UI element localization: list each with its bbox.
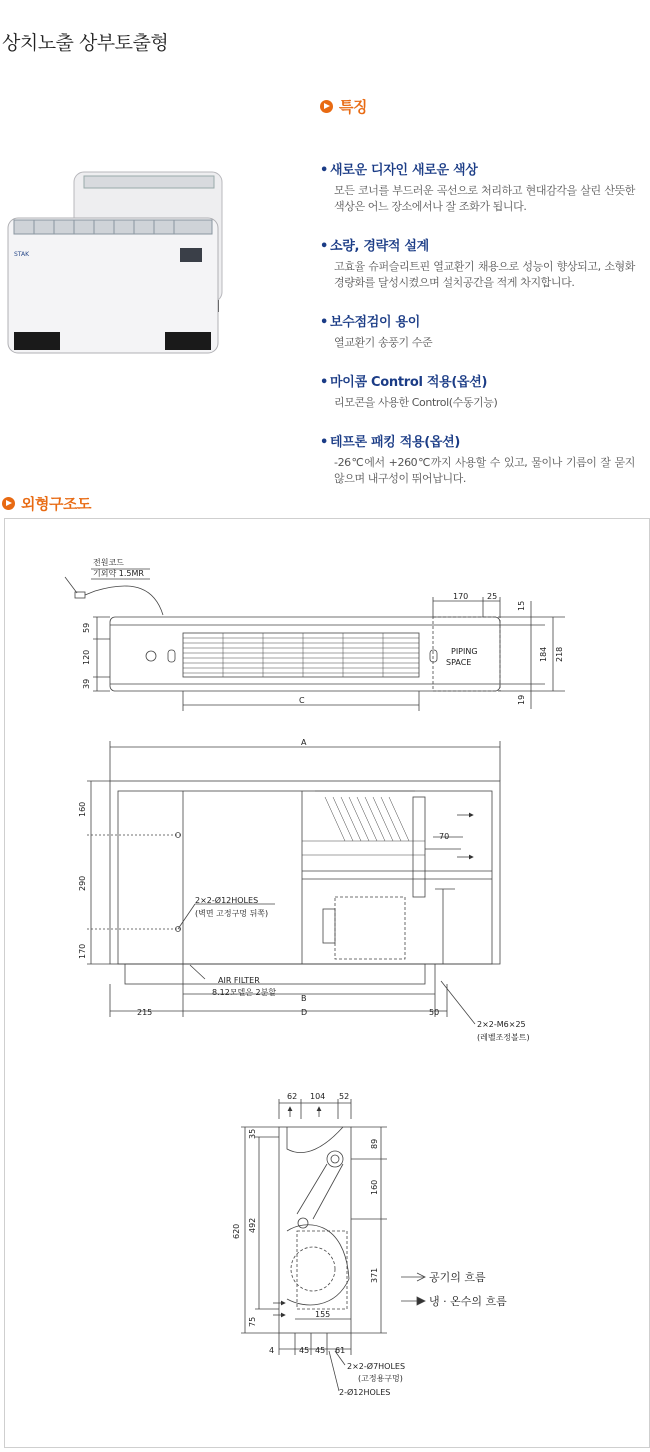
arrow-right-icon xyxy=(2,497,15,510)
dim-label: D xyxy=(301,1008,308,1017)
feature-item: • 마이콤 Control 적용(옵션) 리모콘을 사용한 Control(수동기능) xyxy=(320,371,635,411)
outline-heading xyxy=(2,493,91,514)
dim-label: 기외약 1.5MR xyxy=(93,569,144,578)
feature-desc: 고효율 슈퍼슬리트핀 열교환기 채용으로 성능이 향상되고, 소형화 경량화를 달성시켰으며 설치공간을 적게 차지합니다. xyxy=(334,260,635,289)
dim-label: 8.12모델은 2분할 xyxy=(212,988,277,997)
features-heading-label: 특징 xyxy=(339,98,367,116)
feature-item: • 소량, 경략적 설계 고효율 슈퍼슬리트핀 열교환기 채용으로 성능이 향상되고, 소형화 경량화를 달성시켰으며 설치공간을 적게 차지합니다. xyxy=(320,239,635,289)
dim-label: 전원코드 xyxy=(93,558,124,567)
dim-label: AIR FILTER xyxy=(218,976,260,985)
dim-label: 35 xyxy=(248,1128,257,1139)
dim-label: 52 xyxy=(339,1092,350,1101)
dim-label: 160 xyxy=(78,801,87,817)
dim-label: 45 xyxy=(299,1346,310,1355)
product-image xyxy=(0,160,225,360)
dim-label: 620 xyxy=(232,1223,241,1239)
dim-label: PIPING xyxy=(451,647,478,656)
legend-air: 공기의 흐름 xyxy=(429,1271,486,1284)
front-unit xyxy=(8,218,218,353)
dim-label: 59 xyxy=(82,622,91,633)
dim-label: 155 xyxy=(315,1310,331,1319)
dim-label: 170 xyxy=(453,592,469,601)
dim-label: 104 xyxy=(310,1092,326,1101)
feature-item: • 보수점검이 용이 열교환기 송풍기 수준 xyxy=(320,311,635,351)
legend-water: 냉 · 온수의 흐름 xyxy=(429,1295,507,1308)
dim-label: A xyxy=(301,738,307,747)
dim-label: 218 xyxy=(555,646,564,662)
dim-label: 15 xyxy=(517,600,526,611)
dim-label: 371 xyxy=(370,1267,379,1283)
outline-heading-label: 외형구조도 xyxy=(21,495,91,513)
dim-label: 62 xyxy=(287,1092,298,1101)
features-section xyxy=(320,96,635,487)
feature-desc: 열교환기 송풍기 수준 xyxy=(334,336,433,349)
front-view xyxy=(65,569,565,711)
dim-label: 120 xyxy=(82,649,91,665)
plan-view xyxy=(87,741,500,1024)
dim-label: 2×2-Ø7HOLES xyxy=(347,1362,406,1371)
product-brand-label: STAK xyxy=(14,251,30,258)
dim-label: 160 xyxy=(370,1179,379,1195)
outline-svg xyxy=(5,519,649,1447)
page-title: 상치노출 상부토출형 xyxy=(2,32,169,54)
dim-label: 215 xyxy=(137,1008,153,1017)
feature-title: 테프론 패킹 적용(옵션) xyxy=(330,435,461,450)
dim-label: (벽면 고정구멍 뒤쪽) xyxy=(195,909,269,918)
dim-label: 50 xyxy=(429,1008,440,1017)
arrow-right-icon xyxy=(320,100,333,113)
dim-label: SPACE xyxy=(446,658,472,667)
features-heading xyxy=(320,96,635,117)
feature-title: 소량, 경략적 설계 xyxy=(330,239,429,254)
feature-item: • 테프론 패킹 적용(옵션) -26℃에서 +260℃까지 사용할 수 있고, 물이나 기름이 잘 묻지 않으며 내구성이 뛰어납니다. xyxy=(320,435,635,485)
dim-label: 70 xyxy=(439,832,450,841)
dim-label: 75 xyxy=(248,1316,257,1327)
dim-label: 19 xyxy=(517,694,526,705)
dim-label: 2-Ø12HOLES xyxy=(339,1388,391,1397)
feature-desc: 리모콘을 사용한 Control(수동기능) xyxy=(334,396,498,409)
dim-label: 492 xyxy=(248,1217,257,1233)
outline-drawing xyxy=(4,518,650,1448)
dim-label: (고정용구멍) xyxy=(358,1374,403,1383)
dim-label: 290 xyxy=(78,875,87,891)
feature-title: 새로운 디자인 새로운 색상 xyxy=(330,163,478,178)
dim-label: 2×2-Ø12HOLES xyxy=(195,896,259,905)
dim-label: 2×2-M6×25 xyxy=(477,1020,526,1029)
dim-label: 45 xyxy=(315,1346,326,1355)
dim-label: 4 xyxy=(269,1346,275,1355)
dim-label: B xyxy=(301,994,307,1003)
dim-label: 170 xyxy=(78,943,87,959)
feature-title: 보수점검이 용이 xyxy=(330,315,421,330)
feature-desc: -26℃에서 +260℃까지 사용할 수 있고, 물이나 기름이 잘 묻지 않으며 내구성이 뛰어납니다. xyxy=(334,456,635,485)
dim-label: 25 xyxy=(487,592,498,601)
dim-label: 39 xyxy=(82,678,91,689)
dim-label: 184 xyxy=(539,646,548,662)
dim-label: (레벨조정볼트) xyxy=(477,1033,530,1042)
dim-label: 89 xyxy=(370,1138,379,1149)
feature-item: • 새로운 디자인 새로운 색상 모든 코너를 부드러운 곡선으로 처리하고 현대감각을 살린 산뜻한 색상은 어느 장소에서나 잘 조화가 됩니다. xyxy=(320,163,635,213)
feature-desc: 모든 코너를 부드러운 곡선으로 처리하고 현대감각을 살린 산뜻한 색상은 어느 장소에서나 잘 조화가 됩니다. xyxy=(334,184,635,213)
feature-title: 마이콤 Control 적용(옵션) xyxy=(330,375,488,390)
dim-label: 61 xyxy=(335,1346,346,1355)
dim-label: C xyxy=(299,696,305,705)
